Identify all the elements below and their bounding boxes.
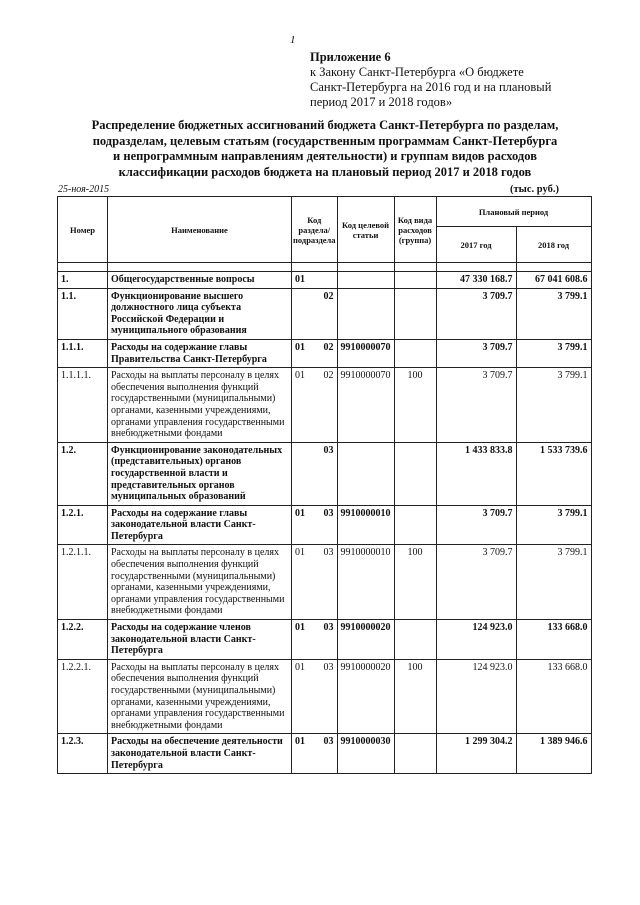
row-2017-value: 3 709.7	[436, 505, 516, 545]
row-target-code: 9910000070	[337, 368, 394, 443]
row-section-code	[292, 620, 338, 660]
header-number: Номер	[58, 197, 108, 263]
row-section: 01	[295, 622, 305, 634]
row-name: Расходы на выплаты персоналу в целях обеспечения выполнения функций государственными (муниципальными) органами, казенными учреждениями, органами управления государственными внебюджетными фондами	[108, 659, 292, 734]
row-type-code	[394, 442, 436, 505]
table-row	[58, 659, 592, 734]
row-2018-value: 133 668.0	[516, 659, 591, 734]
table-row	[58, 545, 592, 620]
row-type-code	[394, 620, 436, 660]
row-section-code	[292, 442, 338, 505]
row-target-code	[337, 288, 394, 339]
row-subsection: 03	[323, 547, 334, 559]
row-number: 1.2.1.	[58, 505, 108, 545]
appendix-line: к Закону Санкт-Петербурга «О бюджете	[310, 65, 524, 79]
spacer-cell	[292, 263, 338, 272]
row-type-code	[394, 505, 436, 545]
row-number: 1.1.	[58, 288, 108, 339]
row-2018-value: 3 799.1	[516, 368, 591, 443]
row-2018-value: 3 799.1	[516, 505, 591, 545]
header-target: Код целевой статьи	[337, 197, 394, 263]
row-section-code	[292, 272, 338, 289]
header-2018: 2018 год	[516, 227, 591, 263]
row-subsection: 03	[323, 622, 334, 634]
units-label: (тыс. руб.)	[510, 184, 559, 195]
header-name: Наименование	[108, 197, 292, 263]
row-2018-value: 1 533 739.6	[516, 442, 591, 505]
row-section-code	[292, 545, 338, 620]
header-type: Код вида расходов (группа)	[394, 197, 436, 263]
row-section-code	[292, 659, 338, 734]
row-name: Расходы на выплаты персоналу в целях обеспечения выполнения функций государственными (муниципальными) органами, казенными учреждениями, органами управления государственными внебюджетными фондами	[108, 368, 292, 443]
row-name: Общегосударственные вопросы	[108, 272, 292, 289]
row-2017-value: 1 299 304.2	[436, 734, 516, 774]
table-body	[58, 263, 592, 774]
row-target-code: 9910000030	[337, 734, 394, 774]
row-2018-value: 1 389 946.6	[516, 734, 591, 774]
row-name: Функционирование высшего должностного лица субъекта Российской Федерации и муниципального образования	[108, 288, 292, 339]
table-row	[58, 368, 592, 443]
row-2017-value: 3 709.7	[436, 339, 516, 367]
row-section: 01	[295, 341, 305, 353]
document-title	[40, 118, 610, 180]
row-2017-value: 3 709.7	[436, 368, 516, 443]
row-subsection: 03	[323, 736, 334, 748]
row-target-code: 9910000020	[337, 659, 394, 734]
row-number: 1.1.1.1.	[58, 368, 108, 443]
row-subsection: 02	[323, 370, 334, 382]
document-date: 25-ноя-2015	[58, 184, 110, 195]
title-line: классификации расходов бюджета на плановый период 2017 и 2018 годов	[118, 164, 532, 179]
row-type-code	[394, 288, 436, 339]
row-2017-value: 1 433 833.8	[436, 442, 516, 505]
table-row	[58, 505, 592, 545]
appendix-line: период 2017 и 2018 годов»	[310, 95, 453, 109]
spacer-cell	[337, 263, 394, 272]
row-target-code	[337, 442, 394, 505]
row-2018-value: 67 041 608.6	[516, 272, 591, 289]
row-name: Расходы на выплаты персоналу в целях обеспечения выполнения функций государственными (муниципальными) органами, казенными учреждениями, органами управления государственными внебюджетными фондами	[108, 545, 292, 620]
appendix-block	[310, 50, 610, 110]
spacer-cell	[108, 263, 292, 272]
row-type-code	[394, 272, 436, 289]
row-subsection: 02	[323, 341, 334, 353]
row-number: 1.2.2.1.	[58, 659, 108, 734]
table-row	[58, 442, 592, 505]
table-row	[58, 339, 592, 367]
row-type-code	[394, 339, 436, 367]
header-plan: Плановый период	[436, 197, 591, 227]
row-2017-value: 3 709.7	[436, 545, 516, 620]
row-subsection: 03	[323, 444, 334, 456]
row-type-code: 100	[394, 368, 436, 443]
table-row	[58, 620, 592, 660]
table-row	[58, 288, 592, 339]
row-subsection: 02	[323, 290, 334, 302]
row-2017-value: 47 330 168.7	[436, 272, 516, 289]
row-2017-value: 124 923.0	[436, 620, 516, 660]
row-number: 1.2.3.	[58, 734, 108, 774]
row-number: 1.2.2.	[58, 620, 108, 660]
row-2017-value: 124 923.0	[436, 659, 516, 734]
row-target-code: 9910000020	[337, 620, 394, 660]
row-name: Расходы на содержание главы законодательной власти Санкт-Петербурга	[108, 505, 292, 545]
spacer-cell	[58, 263, 108, 272]
row-target-code	[337, 272, 394, 289]
row-section-code	[292, 368, 338, 443]
row-number: 1.	[58, 272, 108, 289]
row-section-code	[292, 734, 338, 774]
spacer-cell	[516, 263, 591, 272]
row-section-code	[292, 505, 338, 545]
row-name: Функционирование законодательных (представительных) органов государственной власти и представительных органов муниципальных образований	[108, 442, 292, 505]
row-subsection: 03	[323, 661, 334, 673]
row-section: 01	[295, 274, 305, 285]
title-line: и непрограммным направлениям деятельности) и группам видов расходов	[113, 149, 537, 163]
row-name: Расходы на содержание главы Правительства Санкт-Петербурга	[108, 339, 292, 367]
row-number: 1.2.	[58, 442, 108, 505]
appendix-line: Санкт-Петербурга на 2016 год и на плановый	[310, 80, 552, 94]
row-section: 01	[295, 736, 305, 748]
row-section-code	[292, 339, 338, 367]
row-section: 01	[295, 370, 305, 382]
budget-table	[57, 196, 592, 774]
row-number: 1.1.1.	[58, 339, 108, 367]
row-section: 01	[295, 507, 305, 519]
row-2018-value: 133 668.0	[516, 620, 591, 660]
row-number: 1.2.1.1.	[58, 545, 108, 620]
spacer-cell	[394, 263, 436, 272]
row-2017-value: 3 709.7	[436, 288, 516, 339]
row-name: Расходы на содержание членов законодательной власти Санкт-Петербурга	[108, 620, 292, 660]
appendix-title: Приложение 6	[310, 50, 391, 64]
row-2018-value: 3 799.1	[516, 545, 591, 620]
row-2018-value: 3 799.1	[516, 288, 591, 339]
row-section-code	[292, 288, 338, 339]
header-section: Код раздела/ подраздела	[292, 197, 338, 263]
row-type-code: 100	[394, 659, 436, 734]
header-2017: 2017 год	[436, 227, 516, 263]
row-type-code	[394, 734, 436, 774]
row-target-code: 9910000010	[337, 505, 394, 545]
page-number: 1	[290, 34, 296, 46]
row-target-code: 9910000010	[337, 545, 394, 620]
spacer-cell	[436, 263, 516, 272]
table-row	[58, 734, 592, 774]
row-subsection: 03	[323, 507, 334, 519]
title-line: подразделам, целевым статьям (государственным программам Санкт-Петербурга	[92, 133, 558, 148]
row-section: 01	[295, 661, 305, 673]
row-type-code: 100	[394, 545, 436, 620]
spacer-row	[58, 263, 592, 272]
row-2018-value: 3 799.1	[516, 339, 591, 367]
title-line: Распределение бюджетных ассигнований бюджета Санкт-Петербурга по разделам,	[91, 118, 559, 132]
row-section: 01	[295, 547, 305, 559]
table-row	[58, 272, 592, 289]
row-target-code: 9910000070	[337, 339, 394, 367]
row-name: Расходы на обеспечение деятельности законодательной власти Санкт-Петербурга	[108, 734, 292, 774]
